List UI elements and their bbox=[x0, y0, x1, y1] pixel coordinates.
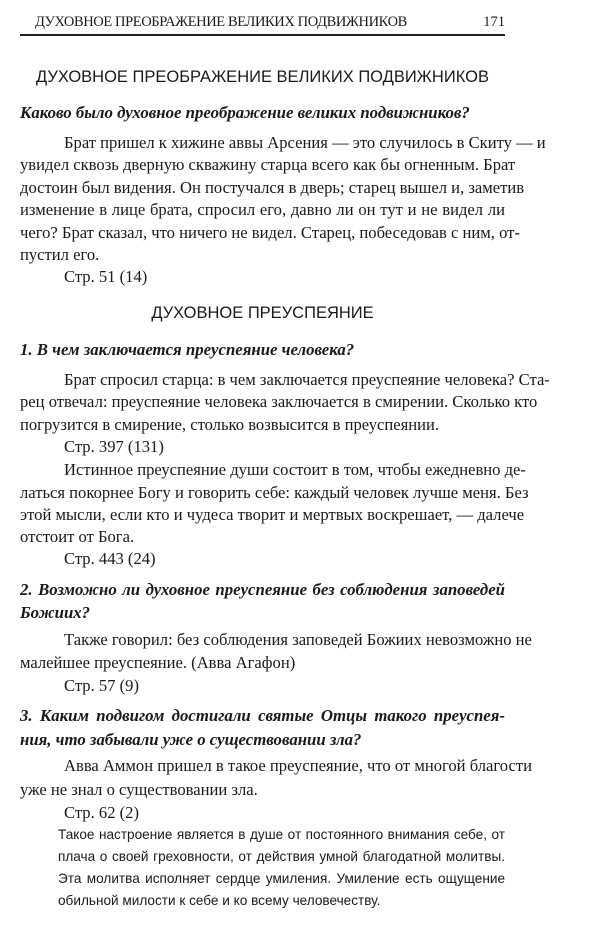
section-heading: ДУХОВНОЕ ПРЕУСПЕЯНИЕ bbox=[151, 304, 374, 322]
question: ния, что забывали уже о существовании зла? bbox=[20, 730, 362, 749]
paragraph-line: Также говорил: без соблюдения заповедей Божиих невозможно не bbox=[64, 630, 532, 649]
paragraph-line: Брат спросил старца: в чем заключается преуспеяние человека? Ста- bbox=[64, 370, 550, 389]
note-line: Эта молитва исполняет сердце умиления. Умиление есть ощущение bbox=[58, 871, 505, 886]
page-reference: Стр. 57 (9) bbox=[64, 676, 139, 695]
paragraph-line: этой мысли, если кто и чудеса творит и мертвых воскрешает, — далече bbox=[20, 505, 525, 524]
paragraph-line: Авва Аммон пришел в такое преуспеяние, что от многой благости bbox=[64, 756, 532, 775]
paragraph-line: достоин был видения. Он постучался в дверь; старец вышел и, заметив bbox=[20, 178, 525, 197]
paragraph-line: Брат пришел к хижине аввы Арсения — это случилось в Скиту — и bbox=[64, 133, 546, 152]
paragraph-line: отстоит от Бога. bbox=[20, 527, 135, 546]
note-line: плача о своей греховности, от действия умной благодатной молитвы. bbox=[58, 849, 505, 864]
paragraph-line: латься покорнее Богу и говорить себе: каждый человек лучше меня. Без bbox=[20, 483, 529, 502]
note-line: обильной милости к себе и ко всему человечеству. bbox=[58, 893, 381, 908]
paragraph-line: изменение в лице брата, спросил его, давно ли он тут и не видел ли bbox=[20, 200, 505, 219]
paragraph-line: погрузится в смирение, столько возвысится в преуспеянии. bbox=[20, 415, 440, 434]
paragraph-line: малейшее преуспеяние. (Авва Агафон) bbox=[20, 653, 296, 672]
question: Божиих? bbox=[20, 603, 91, 622]
page-reference: Стр. 397 (131) bbox=[64, 437, 164, 456]
question: 2. Возможно ли духовное преуспеяние без соблюдения заповедей bbox=[20, 580, 505, 599]
question: 3. Каким подвигом достигали святые Отцы такого преуспея- bbox=[20, 706, 505, 725]
paragraph-line: увидел сквозь дверную скважину старца всего как бы огненным. Брат bbox=[20, 155, 516, 174]
paragraph-line: чего? Брат сказал, что ничего не видел. Старец, побеседовав с ним, от- bbox=[20, 223, 520, 242]
paragraph-line: Истинное преуспеяние души состоит в том, чтобы ежедневно де- bbox=[64, 460, 526, 479]
paragraph-line: пустил его. bbox=[20, 245, 100, 264]
note-line: Такое настроение является в душе от постоянного внимания себе, от bbox=[58, 827, 505, 842]
paragraph-line: уже не знал о существовании зла. bbox=[20, 780, 258, 799]
paragraph-line: рец отвечал: преуспеяние человека заключается в смирении. Сколько кто bbox=[20, 392, 538, 411]
running-header-title: ДУХОВНОЕ ПРЕОБРАЖЕНИЕ ВЕЛИКИХ ПОДВИЖНИКОВ bbox=[35, 14, 407, 30]
page-reference: Стр. 443 (24) bbox=[64, 549, 156, 568]
header-rule bbox=[20, 34, 505, 36]
page-reference: Стр. 51 (14) bbox=[64, 267, 148, 286]
question: 1. В чем заключается преуспеяние человека? bbox=[20, 340, 355, 359]
question: Каково было духовное преображение великих подвижников? bbox=[20, 103, 470, 122]
section-heading: ДУХОВНОЕ ПРЕОБРАЖЕНИЕ ВЕЛИКИХ ПОДВИЖНИКОВ bbox=[36, 68, 489, 86]
page-reference: Стр. 62 (2) bbox=[64, 803, 139, 822]
page-number: 171 bbox=[483, 14, 505, 30]
